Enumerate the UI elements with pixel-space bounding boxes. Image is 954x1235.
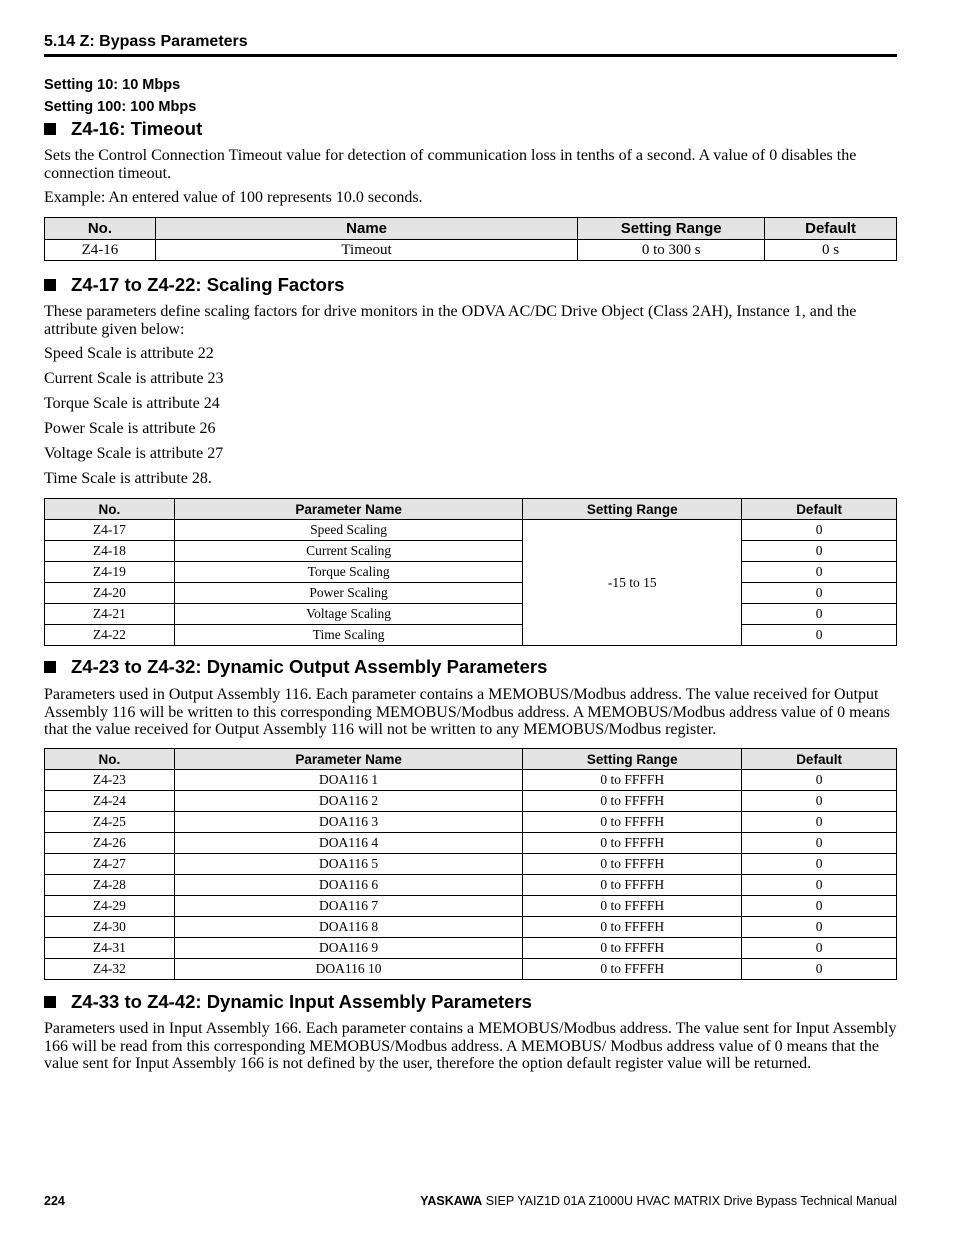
footer-brand: YASKAWA xyxy=(420,1194,483,1208)
cell-default: 0 xyxy=(742,583,897,604)
table-row xyxy=(45,625,897,646)
cell-name: DOA116 7 xyxy=(174,896,523,917)
table-row xyxy=(45,240,897,261)
square-bullet-icon xyxy=(44,279,56,291)
output-heading-text: Z4-23 to Z4-32: Dynamic Output Assembly Parameters xyxy=(71,656,548,677)
table-row xyxy=(45,854,897,875)
col-name: Parameter Name xyxy=(174,499,523,520)
table-row xyxy=(45,791,897,812)
col-no: No. xyxy=(45,499,175,520)
cell-name: DOA116 8 xyxy=(174,917,523,938)
header-rule xyxy=(44,54,897,57)
cell-name: DOA116 5 xyxy=(174,854,523,875)
col-range: Setting Range xyxy=(523,499,742,520)
cell-default: 0 xyxy=(742,959,897,980)
col-default: Default xyxy=(742,499,897,520)
cell-default: 0 xyxy=(742,770,897,791)
table-row xyxy=(45,520,897,541)
cell-default: 0 xyxy=(742,604,897,625)
cell-name: Speed Scaling xyxy=(174,520,523,541)
cell-name: DOA116 10 xyxy=(174,959,523,980)
col-range: Setting Range xyxy=(523,749,742,770)
cell-no: Z4-18 xyxy=(45,541,175,562)
footer-manual xyxy=(420,1194,897,1208)
timeout-example: Example: An entered value of 100 represents 10.0 seconds. xyxy=(44,189,423,206)
cell-no: Z4-31 xyxy=(45,938,175,959)
cell-range: 0 to FFFFH xyxy=(523,938,742,959)
scaling-line: Power Scale is attribute 26 xyxy=(44,420,216,437)
scaling-table xyxy=(44,498,897,646)
table-row xyxy=(45,604,897,625)
timeout-heading-text: Z4-16: Timeout xyxy=(71,118,203,139)
cell-range: 0 to FFFFH xyxy=(523,833,742,854)
table-header-row xyxy=(45,218,897,240)
table-row xyxy=(45,917,897,938)
col-default: Default xyxy=(765,218,897,240)
cell-no: Z4-32 xyxy=(45,959,175,980)
col-name: Name xyxy=(155,218,577,240)
cell-no: Z4-19 xyxy=(45,562,175,583)
cell-name: DOA116 2 xyxy=(174,791,523,812)
cell-default: 0 xyxy=(742,854,897,875)
cell-default: 0 xyxy=(742,520,897,541)
cell-no: Z4-23 xyxy=(45,770,175,791)
scaling-line: Current Scale is attribute 23 xyxy=(44,370,224,387)
cell-name: Time Scaling xyxy=(174,625,523,646)
table-row xyxy=(45,833,897,854)
cell-default: 0 xyxy=(742,812,897,833)
scaling-line: Torque Scale is attribute 24 xyxy=(44,395,220,412)
table-row xyxy=(45,583,897,604)
cell-name: Power Scaling xyxy=(174,583,523,604)
col-no: No. xyxy=(45,218,156,240)
cell-range: 0 to FFFFH xyxy=(523,791,742,812)
cell-default: 0 xyxy=(742,541,897,562)
table-row xyxy=(45,896,897,917)
setting-100-text: Setting 100: 100 Mbps xyxy=(44,99,197,115)
cell-name: DOA116 6 xyxy=(174,875,523,896)
cell-range: 0 to 300 s xyxy=(578,240,765,261)
page-number: 224 xyxy=(44,1194,65,1208)
cell-range: 0 to FFFFH xyxy=(523,896,742,917)
cell-default: 0 xyxy=(742,562,897,583)
table-row xyxy=(45,812,897,833)
cell-default: 0 xyxy=(742,791,897,812)
table-row xyxy=(45,959,897,980)
cell-no: Z4-29 xyxy=(45,896,175,917)
cell-range: 0 to FFFFH xyxy=(523,959,742,980)
col-default: Default xyxy=(742,749,897,770)
input-heading xyxy=(44,991,532,1013)
scaling-line: Speed Scale is attribute 22 xyxy=(44,345,214,362)
table-header-row xyxy=(45,499,897,520)
cell-name: DOA116 1 xyxy=(174,770,523,791)
scaling-heading-text: Z4-17 to Z4-22: Scaling Factors xyxy=(71,274,345,295)
timeout-description: Sets the Control Connection Timeout value for detection of communication loss in tenths of a second. A value of 0 disables the connection timeout. xyxy=(44,147,857,182)
cell-range: 0 to FFFFH xyxy=(523,917,742,938)
square-bullet-icon xyxy=(44,996,56,1008)
cell-default: 0 s xyxy=(765,240,897,261)
cell-name: DOA116 9 xyxy=(174,938,523,959)
cell-no: Z4-22 xyxy=(45,625,175,646)
output-description: Parameters used in Output Assembly 116. Each parameter contains a MEMOBUS/Modbus address. The value received for Output Assembly 116 will be written to this corresponding MEMOBUS/Modbus address. A MEMOBUS/Modbus address value of 0 means that the value received for Output Assembly 116 will not be written to any MEMOBUS/Modbus register. xyxy=(44,686,891,738)
cell-no: Z4-20 xyxy=(45,583,175,604)
cell-no: Z4-28 xyxy=(45,875,175,896)
cell-default: 0 xyxy=(742,833,897,854)
cell-default: 0 xyxy=(742,875,897,896)
table-row xyxy=(45,875,897,896)
cell-range: 0 to FFFFH xyxy=(523,854,742,875)
setting-10-text: Setting 10: 10 Mbps xyxy=(44,77,181,93)
cell-no: Z4-25 xyxy=(45,812,175,833)
square-bullet-icon xyxy=(44,661,56,673)
cell-default: 0 xyxy=(742,896,897,917)
table-row xyxy=(45,541,897,562)
square-bullet-icon xyxy=(44,123,56,135)
table-row xyxy=(45,562,897,583)
output-table xyxy=(44,748,897,980)
cell-no: Z4-26 xyxy=(45,833,175,854)
cell-name: DOA116 3 xyxy=(174,812,523,833)
cell-default: 0 xyxy=(742,938,897,959)
col-range: Setting Range xyxy=(578,218,765,240)
cell-no: Z4-16 xyxy=(45,240,156,261)
input-description: Parameters used in Input Assembly 166. Each parameter contains a MEMOBUS/Modbus address. The value sent for Input Assembly 166 will be read from this corresponding MEMOBUS/Modbus address. A MEMOBUS/ Modbus address value of 0 means that the value sent for Input Assembly 166 is not defined by the user, therefore the option default register value will be returned. xyxy=(44,1020,897,1072)
cell-name: Voltage Scaling xyxy=(174,604,523,625)
table-row xyxy=(45,770,897,791)
cell-name: Torque Scaling xyxy=(174,562,523,583)
scaling-heading xyxy=(44,274,344,296)
scaling-line: Time Scale is attribute 28. xyxy=(44,470,212,487)
table-header-row xyxy=(45,749,897,770)
cell-range: 0 to FFFFH xyxy=(523,812,742,833)
scaling-line: Voltage Scale is attribute 27 xyxy=(44,445,224,462)
cell-range: -15 to 15 xyxy=(523,520,742,646)
cell-default: 0 xyxy=(742,625,897,646)
section-header: 5.14 Z: Bypass Parameters xyxy=(44,33,248,50)
output-heading xyxy=(44,656,547,678)
table-row xyxy=(45,938,897,959)
input-heading-text: Z4-33 to Z4-42: Dynamic Input Assembly Parameters xyxy=(71,991,532,1012)
cell-no: Z4-24 xyxy=(45,791,175,812)
cell-name: Current Scaling xyxy=(174,541,523,562)
footer-manual-title: SIEP YAIZ1D 01A Z1000U HVAC MATRIX Drive Bypass Technical Manual xyxy=(485,1194,897,1208)
cell-name: Timeout xyxy=(155,240,577,261)
scaling-description: These parameters define scaling factors for drive monitors in the ODVA AC/DC Drive Object (Class 2AH), Instance 1, and the attribute given below: xyxy=(44,303,857,338)
timeout-heading xyxy=(44,118,202,140)
cell-name: DOA116 4 xyxy=(174,833,523,854)
col-no: No. xyxy=(45,749,175,770)
cell-no: Z4-17 xyxy=(45,520,175,541)
col-name: Parameter Name xyxy=(174,749,523,770)
timeout-table xyxy=(44,217,897,261)
cell-default: 0 xyxy=(742,917,897,938)
cell-range: 0 to FFFFH xyxy=(523,770,742,791)
cell-no: Z4-30 xyxy=(45,917,175,938)
cell-range: 0 to FFFFH xyxy=(523,875,742,896)
cell-no: Z4-21 xyxy=(45,604,175,625)
cell-no: Z4-27 xyxy=(45,854,175,875)
